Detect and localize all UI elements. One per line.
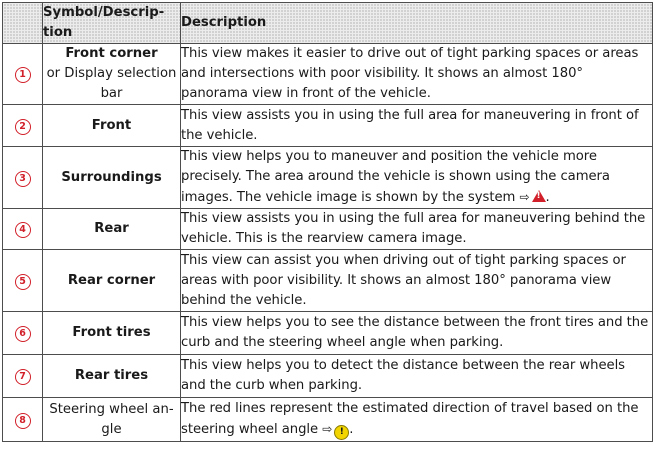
row-description-cell (181, 398, 653, 442)
row-description: This view makes it easier to drive out of tight parking spaces or areas and intersections with poor visibility. It shows an almost 180° panorama view in front of the vehicle. (181, 44, 653, 105)
row-symbol: Front (43, 105, 181, 147)
row-description: The red lines represent the estimated direction of travel based on the steering wheel angle (181, 401, 639, 437)
row-description-suffix: . (349, 422, 354, 437)
row-description: This view helps you to detect the distance between the rear wheels and the curb when parking. (181, 355, 653, 398)
row-symbol-cell: Steering wheel an- gle (43, 398, 181, 442)
header-symbol: Symbol/Descrip- tion (43, 3, 181, 44)
row-description: This view assists you in using the full area for maneuvering behind the vehicle. This is the rearview camera image. (181, 209, 653, 250)
row-description: This view assists you in using the full area for maneuvering in front of the vehicle. (181, 105, 653, 147)
row-number-cell (3, 44, 43, 105)
callout-number: 5 (15, 274, 31, 290)
row-symbol-cell (43, 44, 181, 105)
table-row (3, 312, 653, 355)
table-row (3, 398, 653, 442)
table-row (3, 44, 653, 105)
callout-number: 1 (15, 67, 31, 83)
header-description: Description (181, 3, 653, 44)
row-symbol: Front tires (43, 312, 181, 355)
row-description-cell (181, 147, 653, 209)
row-number-cell (3, 147, 43, 209)
row-number-cell (3, 398, 43, 442)
table-row (3, 105, 653, 147)
row-number-cell (3, 105, 43, 147)
row-symbol: Surroundings (43, 147, 181, 209)
note-icon[interactable]: ! (334, 425, 349, 440)
table-row (3, 355, 653, 398)
row-description: This view helps you to see the distance between the front tires and the curb and the steering wheel angle when parking. (181, 312, 653, 355)
row-description: This view helps you to maneuver and position the vehicle more precisely. The area around the vehicle is shown using the camera images. The vehicle image is shown by the system (181, 149, 610, 205)
cross-reference-arrow-icon: ⇨ (322, 422, 333, 436)
row-symbol: Rear tires (43, 355, 181, 398)
camera-views-table (2, 2, 653, 442)
cross-reference-arrow-icon: ⇨ (519, 190, 530, 204)
row-description-suffix: . (545, 190, 550, 205)
callout-number: 6 (15, 326, 31, 342)
row-number-cell (3, 355, 43, 398)
header-number-cell (3, 3, 43, 44)
warning-triangle-icon[interactable] (532, 190, 546, 202)
callout-number: 2 (15, 119, 31, 135)
row-description: This view can assist you when driving out of tight parking spaces or areas with poor visibility. It shows an almost 180° panorama view behind the vehicle. (181, 250, 653, 312)
table-row (3, 250, 653, 312)
callout-number: 3 (15, 171, 31, 187)
callout-number: 4 (15, 222, 31, 238)
row-symbol-sub: or Display selection bar (46, 66, 177, 101)
row-number-cell (3, 250, 43, 312)
table-row (3, 209, 653, 250)
callout-number: 8 (15, 413, 31, 429)
row-number-cell (3, 312, 43, 355)
row-symbol: Rear (43, 209, 181, 250)
table-header-row (3, 3, 653, 44)
callout-number: 7 (15, 369, 31, 385)
table-row (3, 147, 653, 209)
row-symbol: Rear corner (43, 250, 181, 312)
row-number-cell (3, 209, 43, 250)
row-symbol: Front corner (65, 46, 158, 61)
